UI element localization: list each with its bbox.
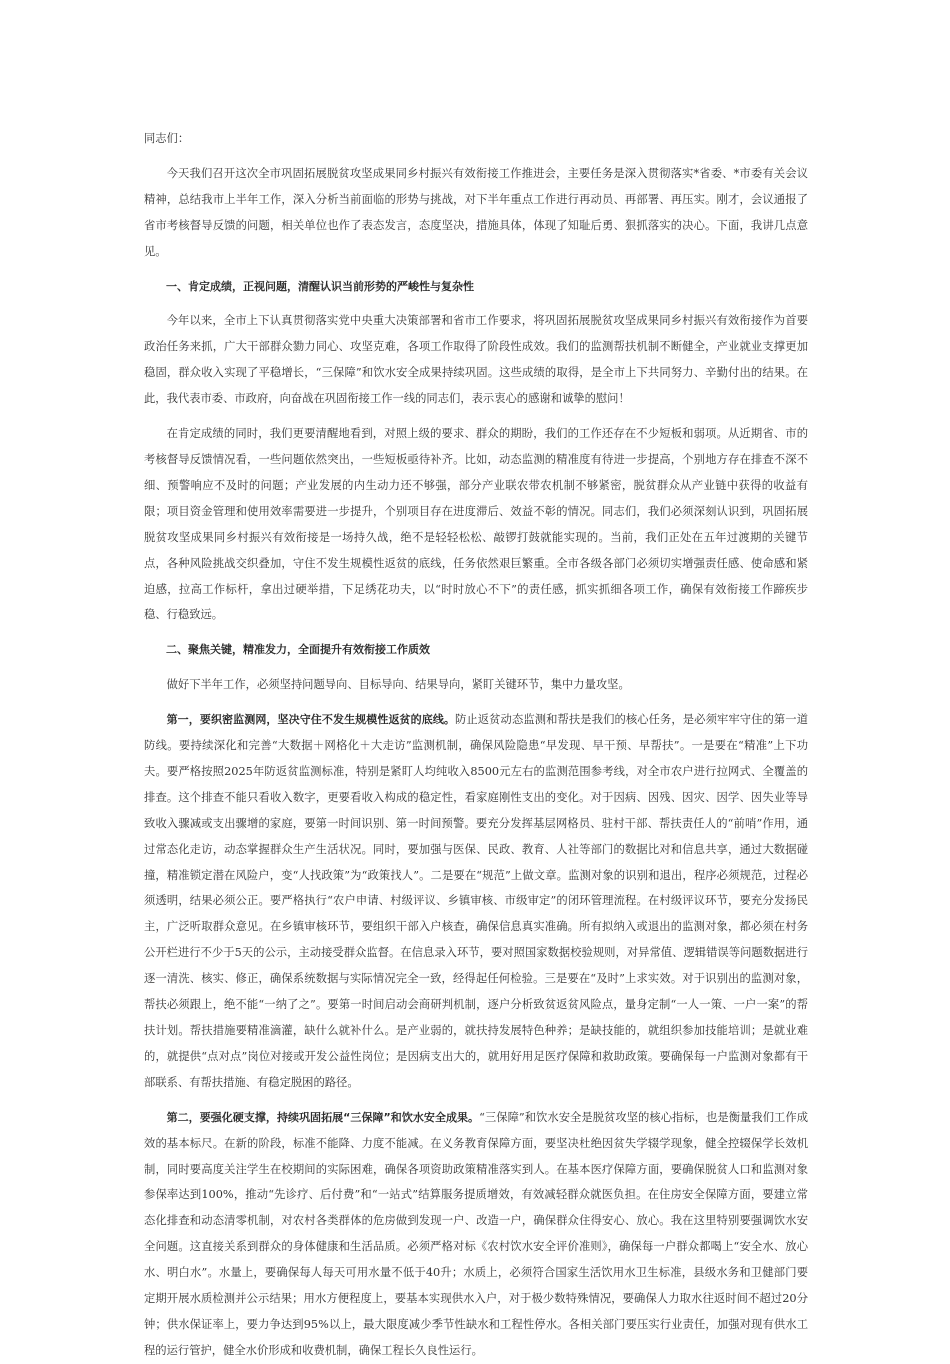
speech-document [144, 126, 808, 1364]
section-2-item-1 [144, 707, 808, 1096]
section-2-heading: 二、聚焦关键，精准发力，全面提升有效衔接工作质效 [166, 643, 430, 657]
item-1-body: 防止返贫动态监测和帮扶是我们的核心任务，是必须牢牢守住的第一道防线。要持续深化和完善“大数据＋网格化＋大走访”监测机制，确保风险隐患“早发现、早干预、早帮扶”。一是要在“精准”上下功夫。要严格按照2025年防返贫监测标准，特别是紧盯人均纯收入8500元左右的监测范围参考线，对全市农户进行拉网式、全覆盖的排查。这个排查不能只看收入数字，更要看收入构成的稳定性，看家庭刚性支出的变化。对于因病、因残、因灾、因学、因失业等导致收入骤减或支出骤增的家庭，要第一时间识别、第一时间预警。要充分发挥基层网格员、驻村干部、帮扶责任人的“前哨”作用，通过常态化走访，动态掌握群众生产生活状况。同时，要加强与医保、民政、教育、人社等部门的数据比对和信息共享，通过大数据碰撞，精准锁定潜在风险户，变“人找政策”为“政策找人”。二是要在“规范”上做文章。监测对象的识别和退出，程序必须规范，过程必须透明，结果必须公正。要严格执行“农户申请、村级评议、乡镇审核、市级审定”的闭环管理流程。在村级评议环节，要充分发扬民主，广泛听取群众意见。在乡镇审核环节，要组织干部入户核查，确保信息真实准确。所有拟纳入或退出的监测对象，都必须在村务公开栏进行不少于5天的公示，主动接受群众监督。在信息录入环节，要对照国家数据校验规则，对异常值、逻辑错误等问题数据进行逐一清洗、核实、修正，确保系统数据与实际情况完全一致，经得起任何检验。三是要在“及时”上求实效。对于识别出的监测对象，帮扶必须跟上，绝不能“一纳了之”。要第一时间启动会商研判机制，逐户分析致贫返贫风险点，量身定制“一人一策、一户一案”的帮扶计划。帮扶措施要精准滴灌，缺什么就补什么。是产业弱的，就扶持发展特色种养；是缺技能的，就组织参加技能培训；是就业难的，就提供“点对点”岗位对接或开发公益性岗位；是因病支出大的，就用好用足医疗保障和救助政策。要确保每一户监测对象都有干部联系、有帮扶措施、有稳定脱困的路径。 [144, 713, 808, 1089]
section-2-item-2 [144, 1105, 808, 1364]
section-2-intro: 做好下半年工作，必须坚持问题导向、目标导向、结果导向，紧盯关键环节，集中力量攻坚。 [166, 678, 630, 692]
section-1-heading: 一、肯定成绩，正视问题，清醒认识当前形势的严峻性与复杂性 [166, 279, 474, 293]
section-1-paragraph-1: 今年以来，全市上下认真贯彻落实党中央重大决策部署和省市工作要求，将巩固拓展脱贫攻坚成果同乡村振兴有效衔接作为首要政治任务来抓，广大干部群众勠力同心、攻坚克难，各项工作取得了阶段性成效。我们的监测帮扶机制不断健全，产业就业支撑更加稳固，群众收入实现了平稳增长，“三保障”和饮水安全成果持续巩固。这些成绩的取得，是全市上下共同努力、辛勤付出的结果。在此，我代表市委、市政府，向奋战在巩固衔接工作一线的同志们，表示衷心的感谢和诚挚的慰问！ [144, 314, 808, 406]
greeting: 同志们： [144, 132, 190, 145]
section-1-paragraph-2: 在肯定成绩的同时，我们更要清醒地看到，对照上级的要求、群众的期盼，我们的工作还存在不少短板和弱项。从近期省、市的考核督导反馈情况看，一些问题依然突出，一些短板亟待补齐。比如，动态监测的精准度有待进一步提高，个别地方存在排查不深不细、预警响应不及时的问题；产业发展的内生动力还不够强，部分产业联农带农机制不够紧密，脱贫群众从产业链中获得的收益有限；项目资金管理和使用效率需要进一步提升，个别项目存在进度滞后、效益不彰的情况。同志们，我们必须深刻认识到，巩固拓展脱贫攻坚成果同乡村振兴有效衔接是一场持久战，绝不是轻轻松松、敲锣打鼓就能实现的。当前，我们正处在五年过渡期的关键节点，各种风险挑战交织叠加，守住不发生规模性返贫的底线，任务依然艰巨繁重。全市各级各部门必须切实增强责任感、使命感和紧迫感，拉高工作标杆，拿出过硬举措，下足绣花功夫，以“时时放心不下”的责任感，抓实抓细各项工作，确保有效衔接工作蹄疾步稳、行稳致远。 [144, 427, 808, 622]
item-1-lead: 第一，要织密监测网，坚决守住不发生规模性返贫的底线。 [166, 713, 455, 727]
intro-paragraph: 今天我们召开这次全市巩固拓展脱贫攻坚成果同乡村振兴有效衔接工作推进会，主要任务是深入贯彻落实*省委、*市委有关会议精神，总结我市上半年工作，深入分析当前面临的形势与挑战，对下半年重点工作进行再动员、再部署、再压实。刚才，会议通报了省市考核督导反馈的问题，相关单位也作了表态发言，态度坚决，措施具体，体现了知耻后勇、狠抓落实的决心。下面，我讲几点意见。 [144, 166, 808, 258]
item-2-body: “三保障”和饮水安全是脱贫攻坚的核心指标，也是衡量我们工作成效的基本标尺。在新的阶段，标准不能降、力度不能减。在义务教育保障方面，要坚决杜绝因贫失学辍学现象，健全控辍保学长效机制，同时要高度关注学生在校期间的实际困难，确保各项资助政策精准落实到人。在基本医疗保障方面，要确保脱贫人口和监测对象参保率达到100%，推动“先诊疗、后付费”和“一站式”结算服务提质增效，有效减轻群众就医负担。在住房安全保障方面，要建立常态化排查和动态清零机制，对农村各类群体的危房做到发现一户、改造一户，确保群众住得安心、放心。我在这里特别要强调饮水安全问题。这直接关系到群众的身体健康和生活品质。必须严格对标《农村饮水安全评价准则》，确保每一户群众都喝上“安全水、放心水、明白水”。水量上，要确保每人每天可用水量不低于40升；水质上，必须符合国家生活饮用水卫生标准，县级水务和卫健部门要定期开展水质检测并公示结果；用水方便程度上，要基本实现供水入户，对于极少数特殊情况，要确保人力取水往返时间不超过20分钟；供水保证率上，要力争达到95%以上，最大限度减少季节性缺水和工程性停水。各相关部门要压实行业责任，加强对现有供水工程的运行管护，健全水价形成和收费机制，确保工程长久良性运行。 [144, 1110, 808, 1357]
item-2-lead: 第二，要强化硬支撑，持续巩固拓展“三保障”和饮水安全成果。 [166, 1110, 480, 1124]
